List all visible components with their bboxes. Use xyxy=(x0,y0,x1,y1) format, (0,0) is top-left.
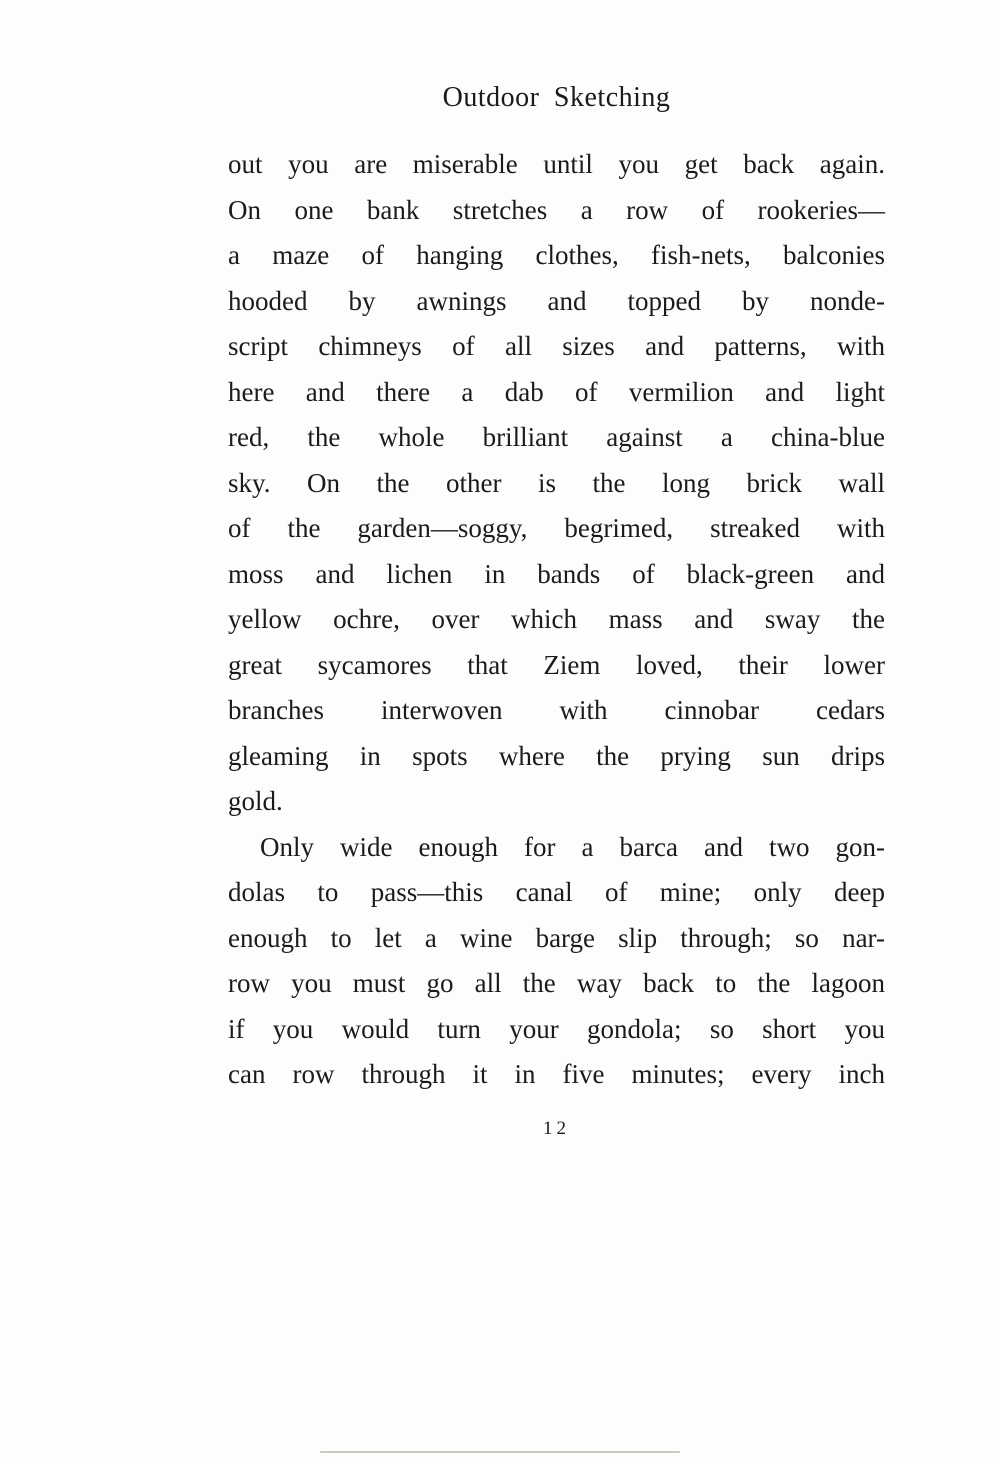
text-block xyxy=(228,0,885,1140)
text-line: row you must go all the way back to the lagoon xyxy=(228,968,885,998)
scan-artifact-line xyxy=(320,1451,680,1453)
text-line: enough to let a wine barge slip through; so nar- xyxy=(228,922,885,953)
text-line: sky. On the other is the long brick wall xyxy=(228,467,885,498)
text-line: gold. xyxy=(228,786,283,816)
text-line: moss and lichen in bands of black-green and xyxy=(228,558,885,589)
text-line: dolas to pass—this canal of mine; only deep xyxy=(228,877,885,907)
text-line: a maze of hanging clothes, fish-nets, balconies xyxy=(228,240,885,270)
text-line: out you are miserable until you get back again. xyxy=(228,149,885,179)
text-line: script chimneys of all sizes and patterns, with xyxy=(228,331,885,361)
text-line: branches interwoven with cinnobar cedars xyxy=(228,695,885,725)
paragraph xyxy=(228,825,885,1098)
paragraph xyxy=(228,142,885,825)
page-body xyxy=(228,142,885,1098)
text-line: hooded by awnings and topped by nonde- xyxy=(228,285,885,316)
page-number: 12 xyxy=(543,1117,570,1139)
text-line: if you would turn your gondola; so short you xyxy=(228,1013,885,1044)
text-line: great sycamores that Ziem loved, their lower xyxy=(228,649,885,680)
text-line: of the garden—soggy, begrimed, streaked with xyxy=(228,513,885,543)
running-head: Outdoor Sketching xyxy=(442,82,671,113)
text-line: gleaming in spots where the prying sun drips xyxy=(228,740,885,771)
text-line: can row through it in five minutes; every inch xyxy=(228,1059,885,1089)
text-line: yellow ochre, over which mass and sway the xyxy=(228,604,885,634)
text-line: On one bank stretches a row of rookeries— xyxy=(228,194,885,225)
text-line: here and there a dab of vermilion and light xyxy=(228,376,885,407)
text-line: red, the whole brilliant against a china-blue xyxy=(228,422,885,452)
text-line: Only wide enough for a barca and two gon- xyxy=(260,831,885,862)
